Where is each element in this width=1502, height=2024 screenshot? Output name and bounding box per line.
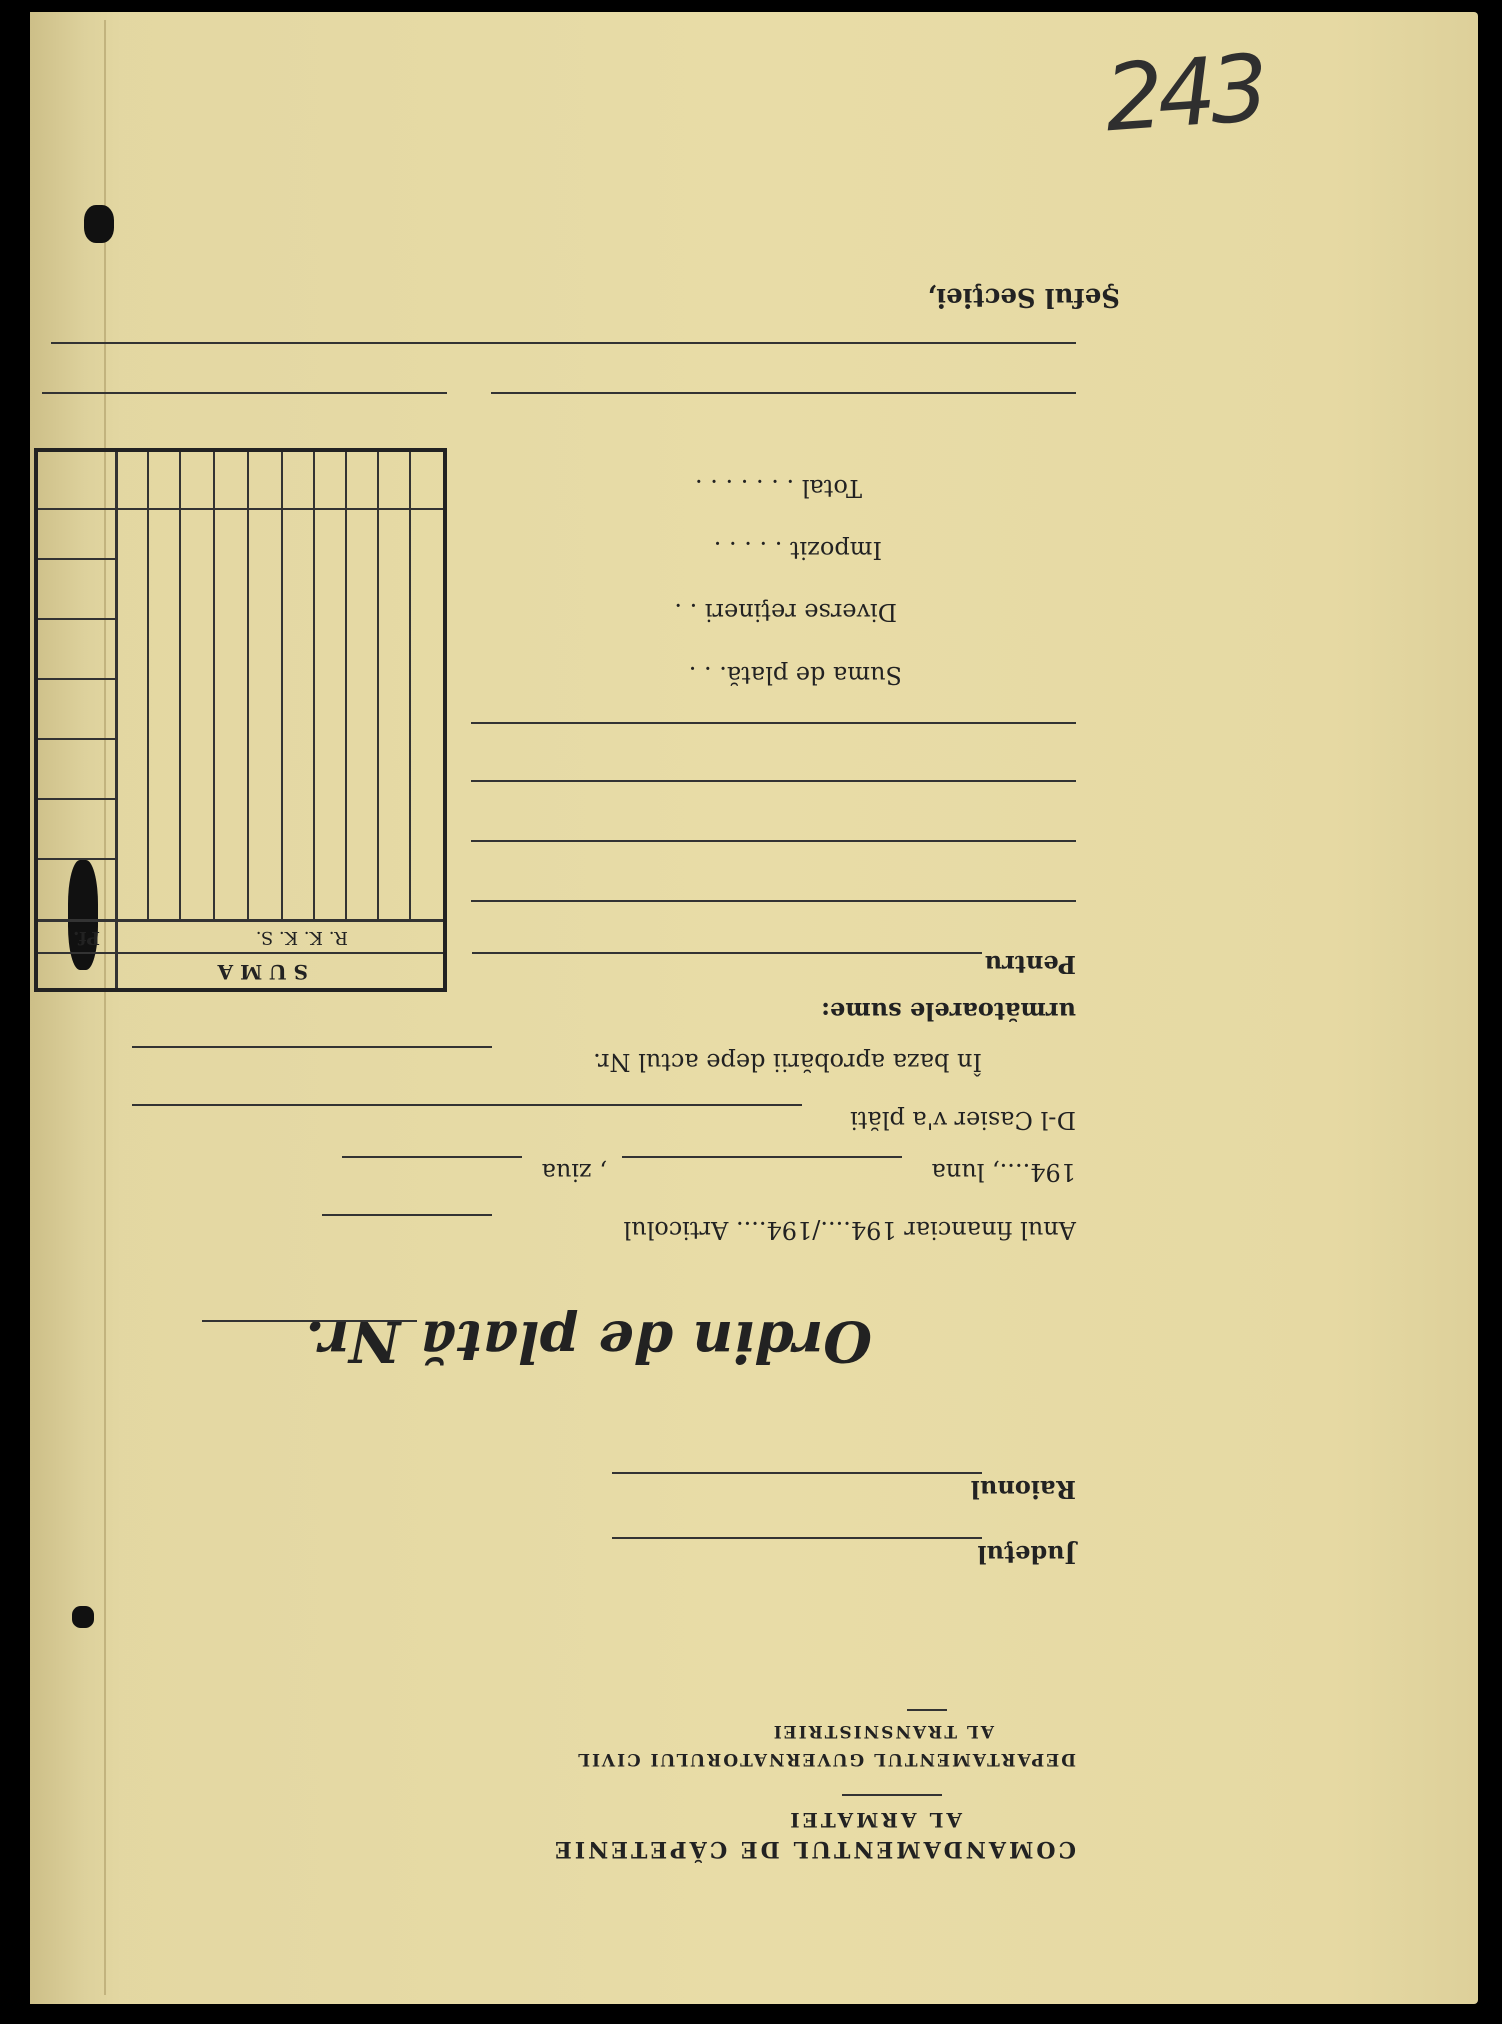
grid-divider-pf [115,452,118,988]
diverse-retineri-label: Diverse reţineri . . [674,598,897,626]
articol-line [322,1214,492,1216]
section-chief-signature-label: Şeful Secţiei, [927,282,1120,312]
rkks-column-header: R. K. K. S. [255,927,348,948]
pf-column-header: Pf. [73,927,100,948]
grid-col-5 [281,452,283,922]
suma-header: S U M A [217,960,308,984]
grid-col-6 [247,452,249,922]
approval-basis-line: În baza aprobării depe actul Nr. [593,1048,982,1076]
pentru-line-1 [472,952,982,954]
date-year-month: 194...., luna [931,1158,1076,1186]
pentru-line-2 [471,900,1076,902]
pentru-line-3 [471,840,1076,842]
header-rule-2 [907,1709,947,1711]
judetul-line [612,1537,982,1539]
grid-col-3 [345,452,347,922]
suma-de-plata-label: Suma de plată. . . [688,661,902,689]
org-name-line1: COMANDAMENTUL DE CĂPETENIE [552,1836,1076,1862]
grid-col-1 [409,452,411,922]
title-number-line [202,1320,417,1322]
casier-line: D-l Casier v'a plăti [850,1106,1076,1134]
month-line [622,1156,902,1158]
pentru-line-5 [471,722,1076,724]
dept-name-line1: DEPARTAMENTUL GUVERNATORULUI CIVIL [576,1749,1076,1769]
signature-line-3 [51,342,1076,344]
amount-grid [34,448,447,992]
judetul-label: Judeţul [977,1540,1076,1569]
handwritten-page-number: 243 [1101,34,1267,153]
grid-col-2 [377,452,379,922]
financial-year-line: Anul financiar 194..../194.... Articolul [623,1216,1076,1244]
grid-col-7 [213,452,215,922]
grid-row-6 [38,558,118,560]
pentru-line-4 [471,780,1076,782]
grid-row-3 [38,738,118,740]
grid-row-4 [38,678,118,680]
org-name-line2: AL ARMATEI [787,1808,962,1832]
casier-fill-line [132,1104,802,1106]
total-label: Total . . . . . . . [694,474,862,502]
raionul-line [612,1472,982,1474]
day-line [342,1156,522,1158]
grid-row-2 [38,798,118,800]
grid-row-5 [38,618,118,620]
signature-line-1 [491,392,1076,394]
impozit-label: Impozit . . . . . [713,536,882,564]
grid-col-8 [179,452,181,922]
grid-header-rule [38,952,443,954]
signature-line-2 [42,392,447,394]
grid-col-4 [313,452,315,922]
grid-col-9 [147,452,149,922]
header-rule-1 [842,1794,942,1796]
date-day: , ziua [541,1158,607,1186]
grid-total-rule [38,508,443,510]
form-title: Ordin de plată Nr. [305,1308,872,1374]
approval-number-line [132,1046,492,1048]
following-sums-label: următoarele sume: [821,997,1076,1026]
grid-row-1 [38,858,118,860]
raionul-label: Raionul [970,1475,1076,1504]
dept-name-line2: AL TRANSNISTRIEI [771,1721,994,1741]
pentru-label: Pentru [984,950,1076,979]
grid-subheader-rule [38,919,443,922]
